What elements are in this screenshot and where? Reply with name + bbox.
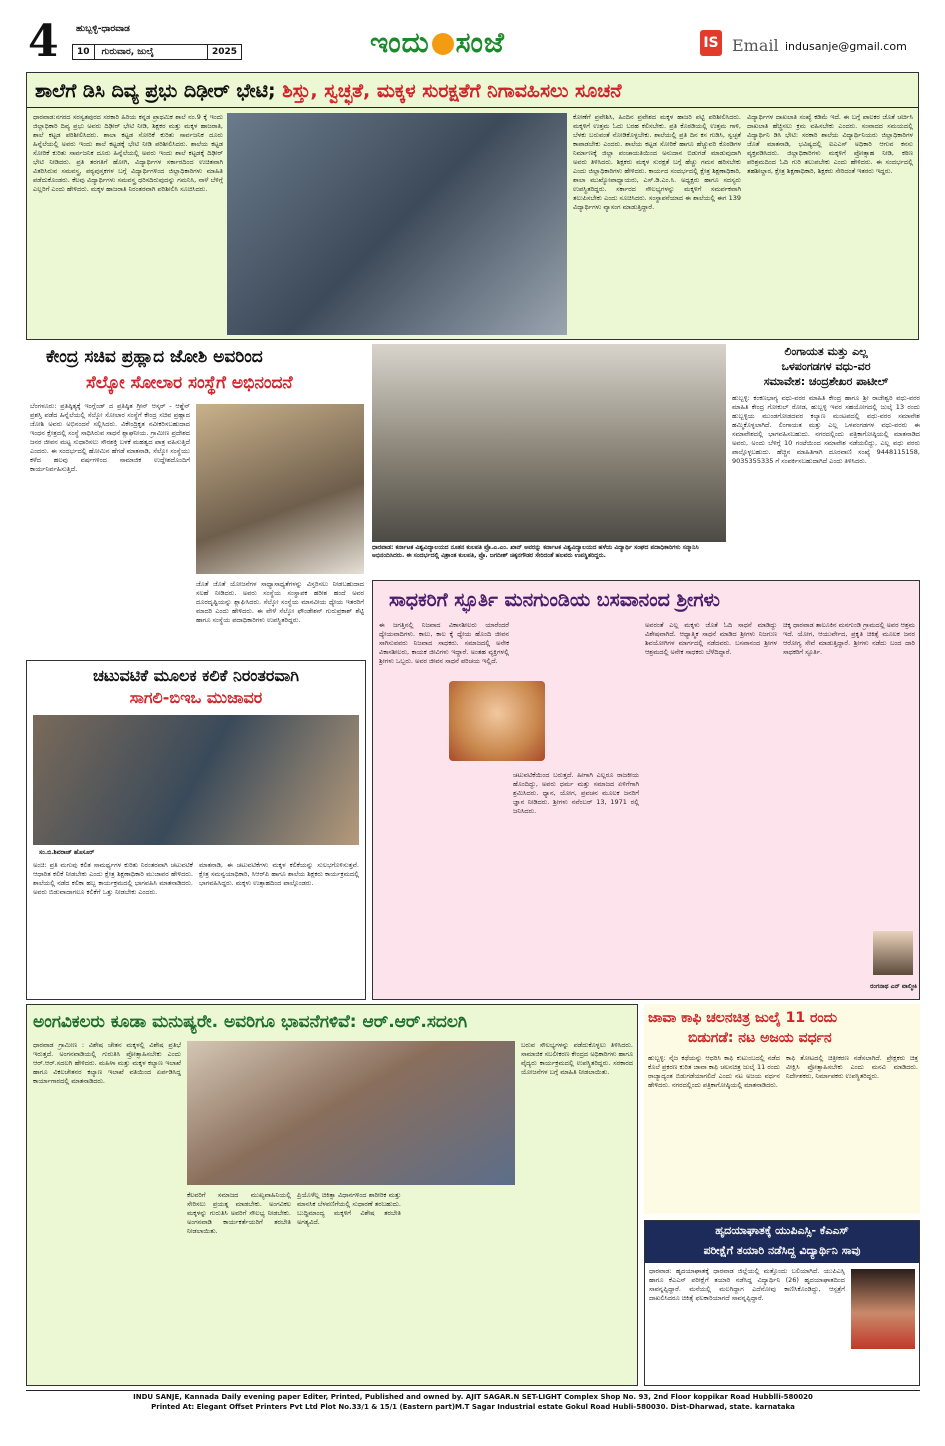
story5-headline [732,344,920,389]
story7-col1: ಧಾರವಾಡ ಗ್ರಾಮೀಣ : ವಿಶೇಷ ಚೇತನ ಮಕ್ಕಳಲ್ಲಿ ವಿಶೇಷ ಪ್ರತಿಭೆ ಇರುತ್ತದೆ. ಅಂಗನವಾಡಿಯಲ್ಲಿ ಗುರುತಿಸಿ ಪ್ರೋತ್ಸಾಹಿಸಬೇಕು ಎಂದು ಆರ್.ಆರ್.ಸದಲಗಿ ಹೇಳಿದರು. ಮಹಿಳಾ ಮತ್ತು ಮಕ್ಕಳ ಕಲ್ಯಾಣ ಇಲಾಖೆ ಹಾಗೂ ವಿಕಲಚೇತನರ ಕಲ್ಯಾಣ ಇಲಾಖೆ ವತಿಯಿಂದ ಏರ್ಪಡಿಸಿದ್ದ ಕಾರ್ಯಾಗಾರದಲ್ಲಿ ಮಾತನಾಡಿದರು. [33,1041,181,1085]
story-dc-school-visit [26,72,919,340]
story5-headline-line1: ಲಿಂಗಾಯತ ಮತ್ತು ಎಲ್ಲ [784,345,868,358]
is-logo-icon: IS [700,30,722,56]
story5-headline-line2: ಒಳಪಂಗಡಗಳ ವಧು-ವರ [781,360,871,373]
story2-col1: ಬೆಂಗಳೂರು: ಪ್ರತಿಷ್ಠಿತ್ಯಕ್ಕೆ ಇಂಗ್ಲೆಂಡ್ ದ ಪ್ರತಿಷ್ಠಿತ ಗ್ರೀನ್ ಆಸ್ಕರ್ - ಆಶ್ಡೆನ್ ಪ್ರಶಸ್ತಿ ಪಡೆದ ಹಿನ್ನೆಲೆಯಲ್ಲಿ ಸೆಲ್ಕೋ ಸೋಲಾರ ಸಂಸ್ಥೆಗೆ ಕೇಂದ್ರ ಸಚಿವ ಪ್ರಹ್ಲಾದ ಜೋಶಿ ಅವರು ಅಭಿನಂದನೆ ಸಲ್ಲಿಸಿದರು. ವಿಕೇಂದ್ರಿಕೃತ ನವೀಕರಿಸಬಹುದಾದ ಇಂಧನ ಕ್ಷೇತ್ರದಲ್ಲಿ ಸಂಸ್ಥೆ ಸಾಧಿಸಿರುವ ಸಾಧನೆ ಶ್ಲಾಘನೀಯ. ಗ್ರಾಮೀಣ ಪ್ರದೇಶದ ಜನರ ಜೀವನ ಮಟ್ಟ ಸುಧಾರಿಸಲು ಸೌರಶಕ್ತಿ ಬಳಕೆ ಮಹತ್ವದ ಪಾತ್ರ ವಹಿಸುತ್ತಿದೆ ಎಂದರು. ಈ ಸಂದರ್ಭದಲ್ಲಿ ಹೋಮಿನ ಹೆಗಡೆ ಮಾತನಾಡಿ, ಸೆಲ್ಕೋ ಸಂಸ್ಥೆಯು ಕಳೆದ ಹಲವು ವರ್ಷಗಳಿಂದ ಸಾಮಾಜಿಕ ಉದ್ದೇಶದೊಂದಿಗೆ ಕಾರ್ಯನಿರ್ವಹಿಸುತ್ತಿದೆ. [30,402,190,473]
story1-col2: ಕೋಣೆಗೆ ಪ್ರವೇಶಿಸಿ, ಹಿಂದಿನ ಪ್ರವೇಶದ ಮಕ್ಕಳ ಹಾಜರಿ ಪಟ್ಟಿ ಪರಿಶೀಲಿಸಿದರು. ಮಕ್ಕಳಿಗೆ ಉತ್ತಮ ಓದು ಬರಹ ಕಲಿಸಬೇಕು. ಪ್ರತಿ ಕೊಠಡಿಯಲ್ಲಿ ಉತ್ತಮ ಗಾಳಿ, ಬೆಳಕು ಬರುವಂತೆ ನೋಡಿಕೊಳ್ಳಬೇಕು. ಶಾಲೆಯಲ್ಲಿ ಪ್ರತಿ ದಿನ ಕಸ ಗುಡಿಸಿ, ಸ್ವಚ್ಛತೆ ಕಾಪಾಡಬೇಕು ಎಂದರು. ಶಾಲೆಯ ಕಟ್ಟಡ ಸೋರಿಕೆ ಹಾಗೂ ಹೆಚ್ಚುವರಿ ಕೊಠಡಿಗಳ ನಿರ್ಮಾಣಕ್ಕೆ ಜಿಲ್ಲಾ ಪಂಚಾಯತಿಯಿಂದ ಅನುದಾನ ಬಿಡುಗಡೆ ಮಾಡುವುದಾಗಿ ಅವರು ತಿಳಿಸಿದರು. ಶಿಕ್ಷಕರು ಮಕ್ಕಳ ಸುರಕ್ಷತೆ ಬಗ್ಗೆ ಹೆಚ್ಚು ಗಮನ ಹರಿಸಬೇಕು ಎಂದು ಜಿಲ್ಲಾಧಿಕಾರಿಗಳು ಹೇಳಿದರು. ಕಾರ್ಯದ ಸಂದರ್ಭದಲ್ಲಿ ಕ್ಷೇತ್ರ ಶಿಕ್ಷಣಾಧಿಕಾರಿ, ಶಾಲಾ ಮುಖ್ಯೋಪಾಧ್ಯಾಯರು, ಎಸ್.ಡಿ.ಎಂ.ಸಿ. ಅಧ್ಯಕ್ಷರು ಹಾಗೂ ಸದಸ್ಯರು ಉಪಸ್ಥಿತರಿದ್ದರು. ಸರ್ಕಾರದ ಸೌಲಭ್ಯಗಳನ್ನು ಮಕ್ಕಳಿಗೆ ಸಮರ್ಪಕವಾಗಿ ತಲುಪಿಸಬೇಕು ಎಂದು ಸೂಚಿಸಿದರು. ಸಂಸ್ಥಾಪನೆಯಾದ ಈ ಶಾಲೆಯಲ್ಲಿ ಈಗ 139 ವಿದ್ಯಾರ್ಥಿಗಳು ವ್ಯಾಸಂಗ ಮಾಡುತ್ತಿದ್ದಾರೆ. [573,113,741,211]
story2-col2: ಜೊತೆ ಜೊತೆ ಯೋಜನೆಗಳ ಸಾಧ್ಯಾಸಾಧ್ಯತೆಗಳನ್ನು ವಿಸ್ತರಿಸಲು ನೀಡಬಹುದಾದ ಸಲಹೆ ನೀಡಿದರು. ಅವರು ಸಂಸ್ಥೆಯ ಸಂಸ್ಥಾಪಕ ಹರೀಶ ಹಂದೆ ಅವರ ದೂರದೃಷ್ಟಿಯನ್ನು ಶ್ಲಾಘಿಸಿದರು. ಸೆಲ್ಕೋ ಸಂಸ್ಥೆಯ ಮಾನವೀಯ ಧ್ಯೇಯ ಇತರರಿಗೆ ಮಾದರಿ ಎಂದು ಹೇಳಿದರು. ಈ ವೇಳೆ ಸೆಲ್ಕೋ ಫೌಂಡೇಶನ್ ಗುರುಪ್ರಕಾಶ್ ಶೆಟ್ಟಿ ಹಾಗೂ ಸಂಸ್ಥೆಯ ಪದಾಧಿಕಾರಿಗಳು ಉಪಸ್ಥಿತರಿದ್ದರು. [196,580,364,624]
footer-divider [26,1390,920,1391]
story6-author: ರಂಗನಾಥ ಎನ್ ವಾಲ್ಮೀಕಿ [870,983,917,990]
email-address[interactable]: indusanje@gmail.com [785,40,907,53]
date-day: 10 [73,45,95,59]
story6-swamiji-photo [449,681,545,761]
story1-headline-part1: ಶಾಲೆಗೆ ಡಿಸಿ ದಿವ್ಯ ಪ್ರಭು ದಿಢೀರ್ ಭೇಟಿ; [35,80,276,102]
story6-col2: ಚಟುವಟಿಕೆಯಿಂದ ಬರುತ್ತದೆ. ಹೀಗಾಗಿ ಎಲ್ಲರೂ ರಾಜಕೀಯ ಹೊಂದಿದ್ದು, ಅವರು ಧರ್ಮ ಮತ್ತು ಸಮಾಜದ ಏಳಿಗೆಗಾಗಿ ಶ್ರಮಿಸಿದರು. ಧ್ಯಾನ, ಯೋಗ, ಪ್ರವಚನ ಮೂಲಕ ಜನರಿಗೆ ಜ್ಞಾನ ನೀಡಿದರು. ಶ್ರೀಗಳು ನವೆಂಬರ್ 13, 1971 ರಲ್ಲಿ ಜನಿಸಿದರು. [513,771,639,815]
story-basavananda-shri [372,580,920,1000]
story8-headline-line2: ಬಿಡುಗಡೆ: ನಟ ಅಜಯ ವರ್ಧನ [688,1030,832,1046]
story9-headline-line2: ಪರೀಕ್ಷೆಗೆ ತಯಾರಿ ನಡೆಸಿದ್ದ ವಿದ್ಯಾರ್ಥಿನಿ ಸಾವು [703,1244,861,1257]
story-java-coffee [644,1004,920,1214]
story2-headline-line2: ಸೆಲ್ಕೋ ಸೋಲಾರ ಸಂಸ್ಥೆಗೆ ಅಭಿನಂದನೆ [86,373,293,393]
edition-name: ಹುಬ್ಬಳ್ಳಿ-ಧಾರವಾಡ [76,24,130,34]
story3-headline [27,665,365,709]
story7-col3: ಪ್ರಿಯೊಳೆಲ್ಲ ಚಿಕಿತ್ಸಾ ವಿಧಾನಗಳಿಂದ ಶಾರೀರಿಕ ಮತ್ತು ಮಾನಸಿಕ ಬೆಳವಣಿಗೆಯಲ್ಲಿ ಸುಧಾರಣೆ ತರಬಹುದು. ಬುದ್ಧಿಮಾಂದ್ಯ ಮಕ್ಕಳಿಗೆ ವಿಶೇಷ ತರಬೇತಿ ಅಗತ್ಯವಿದೆ. [297,1191,401,1226]
story6-col1: ಈ ಜಗತ್ತಿನಲ್ಲಿ ನಿಜವಾದ ವಿಕಾಸಶೀಲರು ಯಾರೆಂದರೆ ಧ್ಯೇಯವಾದಿಗಳು. ಕಾಲು, ಕಾಲ ಕ್ಕೆ ಧ್ಯೇಯ ಹೊಂದಿ ಜೀವನ ಸಾಗಿಸುವವರು ನಿಜವಾದ ಸಾಧಕರು. ಸಮಾಜದಲ್ಲಿ ಅನೇಕ ವಿಕಾಸಶೀಲರು, ಕಾಯಕ ಜೀವಿಗಳು ಇದ್ದಾರೆ. ಅಂತಹ ವ್ಯಕ್ತಿಗಳಲ್ಲಿ ಶ್ರೀಗಳು ಒಬ್ಬರು. ಅವರ ಜೀವನ ಸಾಧನೆ ಪರಿಚಯ ಇಲ್ಲಿದೆ. [379,621,509,665]
sun-icon [432,33,454,55]
email-label: Email [732,36,779,55]
story9-body: ಧಾರವಾಡ: ಹೃದಯಾಘಾತಕ್ಕೆ ಧಾರವಾಡ ಜಿಲ್ಲೆಯಲ್ಲಿ ಮತ್ತೊಂದು ಬಲಿಯಾಗಿದೆ. ಯುಪಿಎಸ್ಸಿ ಹಾಗೂ ಕೆಎಎಸ್ ಪರೀಕ್ಷೆಗೆ ತಯಾರಿ ನಡೆಸಿದ್ದ ವಿದ್ಯಾರ್ಥಿನಿ (26) ಹೃದಯಾಘಾತದಿಂದ ಸಾವನ್ನಪ್ಪಿದ್ದಾರೆ. ಮನೆಯಲ್ಲಿ ಮಲಗಿದ್ದಾಗ ಎದೆನೋವು ಕಾಣಿಸಿಕೊಂಡಿದ್ದು, ಆಸ್ಪತ್ರೆಗೆ ದಾಖಲಿಸಿದರೂ ಚಿಕಿತ್ಸೆ ಫಲಕಾರಿಯಾಗದೆ ಸಾವನ್ನಪ್ಪಿದ್ದಾರೆ. [649,1267,845,1302]
story8-headline [648,1008,918,1048]
story8-col2: ಕಾಫಿ ತೋಟದಲ್ಲಿ ಚಿತ್ರೀಕರಣ ನಡೆಸಲಾಗಿದೆ. ಪ್ರೇಕ್ಷಕರು ಚಿತ್ರ ವೀಕ್ಷಿಸಿ ಪ್ರೋತ್ಸಾಹಿಸಬೇಕು ಎಂದು ಮನವಿ ಮಾಡಿದರು. ನಿರ್ದೇಶಕರು, ನಿರ್ಮಾಪಕರು ಉಪಸ್ಥಿತರಿದ್ದರು. [786,1054,918,1080]
story3-photo [33,715,359,845]
story7-col2: ಕೆಲವರಿಗೆ ಸಮಾಜದ ಮುಖ್ಯವಾಹಿನಿಯಲ್ಲಿ ಸೇರಿಸಲು ಪ್ರಯತ್ನ ಮಾಡಬೇಕು. ಅಂಗವಿಕಲ ಮಕ್ಕಳನ್ನು ಗುರುತಿಸಿ ಅವರಿಗೆ ಸೌಲಭ್ಯ ನೀಡಬೇಕು. ಅಂಗನವಾಡಿ ಕಾರ್ಯಕರ್ತೆಯರಿಗೆ ತರಬೇತಿ ನೀಡಲಾಯಿತು. [187,1191,291,1235]
story-beo-mujavar [26,660,366,1000]
story3-col1: ಅಂಚಿ: ಪ್ರತಿ ಮಗುವು ಕಲಿತ ಸಾಮರ್ಥ್ಯಗಳ ಕುರಿತು ನಿರಂತರವಾಗಿ ಚಟುವಟಿಕೆ ಆಧಾರಿತ ಕಲಿಕೆ ನೀಡಬೇಕು ಎಂದು ಕ್ಷೇತ್ರ ಶಿಕ್ಷಣಾಧಿಕಾರಿ ಮುಜಾವರ ಹೇಳಿದರು. ಶಾಲೆಯಲ್ಲಿ ನಡೆದ ಕಲಿಕಾ ಹಬ್ಬ ಕಾರ್ಯಕ್ರಮದಲ್ಲಿ ಭಾಗವಹಿಸಿ ಮಾತನಾಡಿದರು. ಅವರು ಬಿಡುವಾದಾಗಲೂ ಕಲಿಕೆಗೆ ಒತ್ತು ನೀಡಬೇಕು ಎಂದರು. [33,861,193,896]
story2-headline-line1: ಕೇಂದ್ರ ಸಚಿವ ಪ್ರಹ್ಲಾದ ಜೋಶಿ ಅವರಿಂದ [46,347,263,367]
date-line [72,44,242,60]
story6-author-photo [873,931,913,975]
divider [27,107,918,108]
paper-logo [370,26,505,60]
story1-col3: ವಿದ್ಯಾರ್ಥಿಗಳ ದಾಖಲಾತಿ ಸಂಖ್ಯೆ ಕಡಿಮೆ ಇದೆ. ಈ ಬಗ್ಗೆ ಪಾಲಕರ ಜೊತೆ ಚರ್ಚಿಸಿ ದಾಖಲಾತಿ ಹೆಚ್ಚಿಸಲು ಕ್ರಮ ವಹಿಸಬೇಕು ಎಂದರು. ಸಂವಾದದ ಸಮಯದಲ್ಲಿ ವಿದ್ಯಾರ್ಥಿನಿ ಡಿಸಿ ಭೇಟಿ: ಸರಕಾರಿ ಶಾಲೆಯ ವಿದ್ಯಾರ್ಥಿನಿಯರು ಜಿಲ್ಲಾಧಿಕಾರಿಗಳ ಜೊತೆ ಮಾತನಾಡಿ, ಭವಿಷ್ಯದಲ್ಲಿ ಐಎಎಸ್ ಅಧಿಕಾರಿ ಆಗುವ ಕನಸು ವ್ಯಕ್ತಪಡಿಸಿದರು. ಜಿಲ್ಲಾಧಿಕಾರಿಗಳು ಮಕ್ಕಳಿಗೆ ಪ್ರೋತ್ಸಾಹ ನೀಡಿ, ಕಠಿಣ ಪರಿಶ್ರಮದಿಂದ ಓದಿ ಗುರಿ ತಲುಪಬೇಕು ಎಂದು ಹೇಳಿದರು. ಈ ಸಂದರ್ಭದಲ್ಲಿ ತಹಶೀಲ್ದಾರ, ಕ್ಷೇತ್ರ ಶಿಕ್ಷಣಾಧಿಕಾರಿ, ಶಿಕ್ಷಕರು ಸೇರಿದಂತೆ ಇತರರು ಇದ್ದರು. [747,113,913,175]
story3-headline-line2: ಸಾಗಲಿ-ಬಿಇಒ ಮುಜಾವರ [129,688,263,707]
story3-col2: ಮಾತನಾಡಿ, ಈ ಚಟುವಟಿಕೆಗಳು ಮಕ್ಕಳ ಕಲಿಕೆಯನ್ನು ಸುಲಭಗೊಳಿಸುತ್ತವೆ. ಕ್ಷೇತ್ರ ಸಮನ್ವಯಾಧಿಕಾರಿ, ಸಿಆರ್‌ಪಿ ಹಾಗೂ ಶಾಲೆಯ ಶಿಕ್ಷಕರು ಕಾರ್ಯಕ್ರಮದಲ್ಲಿ ಭಾಗವಹಿಸಿದ್ದರು. ಮಕ್ಕಳು ಉತ್ಸಾಹದಿಂದ ಪಾಲ್ಗೊಂಡರು. [199,861,359,887]
date-year: 2025 [207,45,241,59]
story2-photo [196,404,364,574]
story8-headline-line1: ಜಾವಾ ಕಾಫಿ ಚಲನಚಿತ್ರ ಜುಲೈ 11 ರಂದು [648,1010,838,1026]
footer-line1: INDU SANJE, Kannada Daily evening paper Editer, Printed, Published and owned by. AJIT SAGAR.N SET-LIGHT Complex Shop No. 93, 2nd Floor koppikar Road Hubblli-580020 [133,1393,813,1401]
story5-headline-line3: ಸಮಾವೇಶ: ಚಂದ್ರಶೇಖರ ಪಾಟೀಲ್ [763,375,889,388]
story6-col4: ಚಿಕ್ಕ ಧಾರವಾಡ ತಾಲೂಕಿನ ಮನಗುಂಡಿ ಗ್ರಾಮದಲ್ಲಿ ಅವರ ಆಶ್ರಮ ಇದೆ. ಯೋಗ, ಆಯುರ್ವೇದ, ಪ್ರಕೃತಿ ಚಿಕಿತ್ಸೆ ಮೂಲಕ ಜನರ ಆರೋಗ್ಯ ಸೇವೆ ಮಾಡುತ್ತಿದ್ದಾರೆ. ಶ್ರೀಗಳು ನಡೆದು ಬಂದ ದಾರಿ ಸಾಧಕರಿಗೆ ಸ್ಫೂರ್ತಿ. [783,621,915,656]
story8-col1: ಹುಬ್ಬಳ್ಳಿ: ನೈಜ ಕಥೆಯನ್ನು ಆಧರಿಸಿ ಕಾಫಿ ಕುಟುಂಬದಲ್ಲಿ ನಡೆದ ಕೊಲೆ ಪ್ರಕರಣ ಕುರಿತ ಜಾವಾ ಕಾಫಿ ಚಲನಚಿತ್ರ ಜುಲೈ 11 ರಂದು ರಾಜ್ಯಾದ್ಯಂತ ಬಿಡುಗಡೆಯಾಗಲಿದೆ ಎಂದು ನಟ ಅಜಯ ವರ್ಧನ ಹೇಳಿದರು. ನಗರದಲ್ಲಿಂದು ಪತ್ರಿಕಾಗೋಷ್ಠಿಯಲ್ಲಿ ಮಾತನಾಡಿದರು. [648,1054,780,1089]
story7-col4: ಬರುವ ಸೌಲಭ್ಯಗಳನ್ನು ಪಡೆದುಕೊಳ್ಳಲು ತಿಳಿಸಿದರು. ಸಾಮಾಜಿಕ ಸಬಲೀಕರಣ ಕೇಂದ್ರದ ಅಧಿಕಾರಿಗಳು ಹಾಗೂ ವೈದ್ಯರು ಕಾರ್ಯಕ್ರಮದಲ್ಲಿ ಉಪಸ್ಥಿತರಿದ್ದರು. ಸರಕಾರದ ಯೋಜನೆಗಳ ಬಗ್ಗೆ ಮಾಹಿತಿ ನೀಡಲಾಯಿತು. [521,1041,633,1076]
story-vadhu-vara-samavesha [732,344,920,576]
story6-headline: ಸಾಧಕರಿಗೆ ಸ್ಫೂರ್ತಿ ಮನಗುಂಡಿಯ ಬಸವಾನಂದ ಶ್ರೀಗಳು [389,589,720,611]
page-number: 4 [28,16,59,67]
story-selco-solar [26,344,366,654]
story1-headline [35,79,622,103]
story3-headline-line1: ಚಟುವಟಿಕೆ ಮೂಲಕ ಕಲಿಕೆ ನಿರಂತರವಾಗಿ [92,666,300,685]
footer-line2: Printed At: Elegant Offset Printers Pvt Ltd Plot No.33/1 & 15/1 (Eastern part)M.T Sagar Industrial estate Gokul Road Hubli-580030. Dist-Dharwad, state. karnataka [151,1403,795,1411]
paper-name-left: ಇಂದು [370,26,430,59]
story-heart-attack [644,1220,920,1386]
paper-name-right: ಸಂಜೆ [455,26,505,59]
story1-headline-part2: ಶಿಸ್ತು, ಸ್ವಚ್ಛತೆ, ಮಕ್ಕಳ ಸುರಕ್ಷತೆಗೆ ನಿಗಾವಹಿಸಲು ಸೂಚನೆ [282,80,622,102]
story6-col3: ಅವರಂತೆ ಎಲ್ಲ ಮಕ್ಕಳು ಜೊತೆ ಓದಿ ಸಾಧನೆ ಮಾಡಿದ್ದು ವಿಶೇಷವಾಗಿದೆ. ಆಧ್ಯಾತ್ಮಿಕ ಸಾಧನೆ ಮಾಡಿದ ಶ್ರೀಗಳು ನಿಜಗುಣ ಶಿವಯೋಗಿಗಳ ಮಾರ್ಗದಲ್ಲಿ ನಡೆದವರು. ಬಸವಾನಂದ ಶ್ರೀಗಳ ಆಶ್ರಮದಲ್ಲಿ ಅನೇಕ ಸಾಧಕರು ಬೆಳೆದಿದ್ದಾರೆ. [645,621,777,656]
story3-photo-credit: ಸಂ.ಬಿ.ಶಿವರಾಜ್ ಹೊಸೂರ್ [39,849,95,856]
story7-photo [187,1041,515,1185]
date-text: ಗುರುವಾರ, ಜುಲೈ [101,47,154,57]
story9-headline [645,1221,919,1263]
story1-col1: ಧಾರವಾಡ:ನಗರದ ಸರಸ್ವತಪುರದ ಸರಕಾರಿ ಹಿರಿಯ ಕನ್ನಡ ಪ್ರಾಥಮಿಕ ಶಾಲೆ ನಂ.9 ಕ್ಕೆ ಇಂದು ಜಿಲ್ಲಾಧಿಕಾರಿ ದಿವ್ಯ ಪ್ರಭು ಅವರು ದಿಢೀರ್ ಭೇಟಿ ನೀಡಿ, ಶಿಕ್ಷಕರ ಮತ್ತು ಮಕ್ಕಳ ಹಾಜರಾತಿ, ಶಾಲೆ ಕಟ್ಟಡ ಪರಿಶೀಲಿಸಿದರು. ಶಾಲಾ ಕಟ್ಟಡ ಸೋರಿಕೆ ಕುರಿತು ಸಾರ್ವಜನಿಕ ದೂರು ಹಿನ್ನೆಲೆಯಲ್ಲಿ ಅವರು ಇಂದು ಶಾಲೆ ಕಟ್ಟಡಕ್ಕೆ ಭೇಟಿ ನೀಡಿ ಪರಿಶೀಲಿಸಿದರು. ಶಾಲೆಯ ಕಟ್ಟಡ ಸೋರಿಕೆ ಕುರಿತು ಸಾರ್ವಜನಿಕ ದೂರು ಹಿನ್ನೆಲೆಯಲ್ಲಿ ಅವರು ಇಂದು ಶಾಲೆ ಕಟ್ಟಡಕ್ಕೆ ದಿಢೀರ್ ಭೇಟಿ ನೀಡಿದರು. ಪ್ರತಿ ತರಗತಿಗೆ ಹೋಗಿ, ವಿದ್ಯಾರ್ಥಿಗಳ ಸರ್ಕಾರದಿಂದ ಉಚಿತವಾಗಿ ವಿತರಿಸಿರುವ ಸಮವಸ್ತ್ರ, ಪಠ್ಯಪುಸ್ತಕಗಳ ಬಗ್ಗೆ ವಿದ್ಯಾರ್ಥಿಗಳಿಂದ ಜಿಲ್ಲಾಧಿಕಾರಿಗಳು ಮಾಹಿತಿ ಪಡೆದುಕೊಂಡರು. ಕೆಲವು ವಿದ್ಯಾರ್ಥಿಗಳು ಸಮವಸ್ತ್ರ ಧರಿಸದಿರುವುದನ್ನು ಗಮನಿಸಿ, ನಾಳೆ ಬೆಳಿಗ್ಗೆ ಎಲ್ಲರಿಗೆ ಎಂದು ಹೇಳಿದರು. ಮಕ್ಕಳ ಹಾಜರಾತಿ ನಿರಂತರವಾಗಿ ಪರಿಶೀಲಿಸಿ ಸೂಚಿಸಿದರು. [33,113,223,193]
story9-headline-line1: ಹೃದಯಾಘಾತಕ್ಕೆ ಯುಪಿಎಸ್ಸಿ- ಕೆಎಎಸ್ [715,1224,849,1237]
story7-headline: ಅಂಗವಿಕಲರು ಕೂಡಾ ಮನುಷ್ಯರೇ. ಅವರಿಗೂ ಭಾವನೆಗಳಿವೆ: ಆರ್.ಆರ್.ಸದಲಗಿ [33,1012,468,1032]
story4-photo [372,344,726,542]
story4-caption: ಧಾರವಾಡ: ಕರ್ನಾಟಕ ವಿಶ್ವವಿದ್ಯಾಲಯದ ನೂತನ ಕುಲಪತಿ ಪ್ರೊ.ಎ.ಎಂ. ಖಾನ್ ಅವರನ್ನು ಕರ್ನಾಟಕ ವಿಶ್ವವಿದ್ಯಾಲಯದ ಹಳೆಯ ವಿದ್ಯಾರ್ಥಿ ಸಂಘದ ಪದಾಧಿಕಾರಿಗಳು ಸನ್ಮಾನಿಸಿ ಅಭಿನಂದಿಸಿದರು. ಈ ಸಂದರ್ಭದಲ್ಲಿ ವಿಶ್ರಾಂತ ಕುಲಪತಿ, ಪ್ರೊ. ಜಗದೀಶ್ ಚಿಕ್ಕನಗೌಡರ ಸೇರಿದಂತೆ ಹಲವರು ಉಪಸ್ಥಿತರಿದ್ದರು. [372,544,699,559]
story-disabled-persons [26,1004,638,1386]
story9-student-photo [851,1269,915,1349]
story1-photo [227,113,567,335]
footer-imprint [26,1392,920,1412]
masthead [0,0,945,70]
story5-body: ಹುಬ್ಬಳ್ಳಿ: ಕಂಕಣಭಾಗ್ಯ ವಧು-ವರರ ಮಾಹಿತಿ ಕೇಂದ್ರ ಹಾಗೂ ಶ್ರೀ ರಾಜೇಶ್ವರಿ ವಧು-ವರರ ಮಾಹಿತಿ ಕೇಂದ್ರ ಗೋಕುಲ್ ರೋಡ, ಹುಬ್ಬಳ್ಳಿ ಇವರ ಸಹಯೋಗದಲ್ಲಿ ಜುಲೈ 13 ರಂದು ಹುಬ್ಬಳ್ಳಿಯ ಮುಂಡಗೋಡದವರ ಕಲ್ಯಾಣ ಮಂಟಪದಲ್ಲಿ ವಧು-ವರರ ಸಮಾವೇಶ ಹಮ್ಮಿಕೊಳ್ಳಲಾಗಿದೆ. ಲಿಂಗಾಯತ ಮತ್ತು ಎಲ್ಲ ಒಳಪಂಗಡಗಳ ವಧು-ವರರು ಈ ಸಮಾವೇಶದಲ್ಲಿ ಭಾಗವಹಿಸಬಹುದು. ನಗರದಲ್ಲಿಂದು ಪತ್ರಿಕಾಗೋಷ್ಠಿಯಲ್ಲಿ ಮಾತನಾಡಿದ ಅವರು, ಅಂದು ಬೆಳಿಗ್ಗೆ 10 ಗಂಟೆಯಿಂದ ಸಮಾವೇಶ ನಡೆಯಲಿದ್ದು, ಎಲ್ಲ ವಧು ವರರು ಪಾಲ್ಗೊಳ್ಳಬಹುದು. ಹೆಚ್ಚಿನ ಮಾಹಿತಿಗಾಗಿ ದೂರವಾಣಿ ಸಂಖ್ಯೆ 9448115158, 9035355335 ಗೆ ಸಂಪರ್ಕಿಸಬಹುದಾಗಿದೆ ಎಂದು ತಿಳಿಸಿದರು. [732,394,920,465]
story-ku-vc-felicitation [372,344,726,576]
